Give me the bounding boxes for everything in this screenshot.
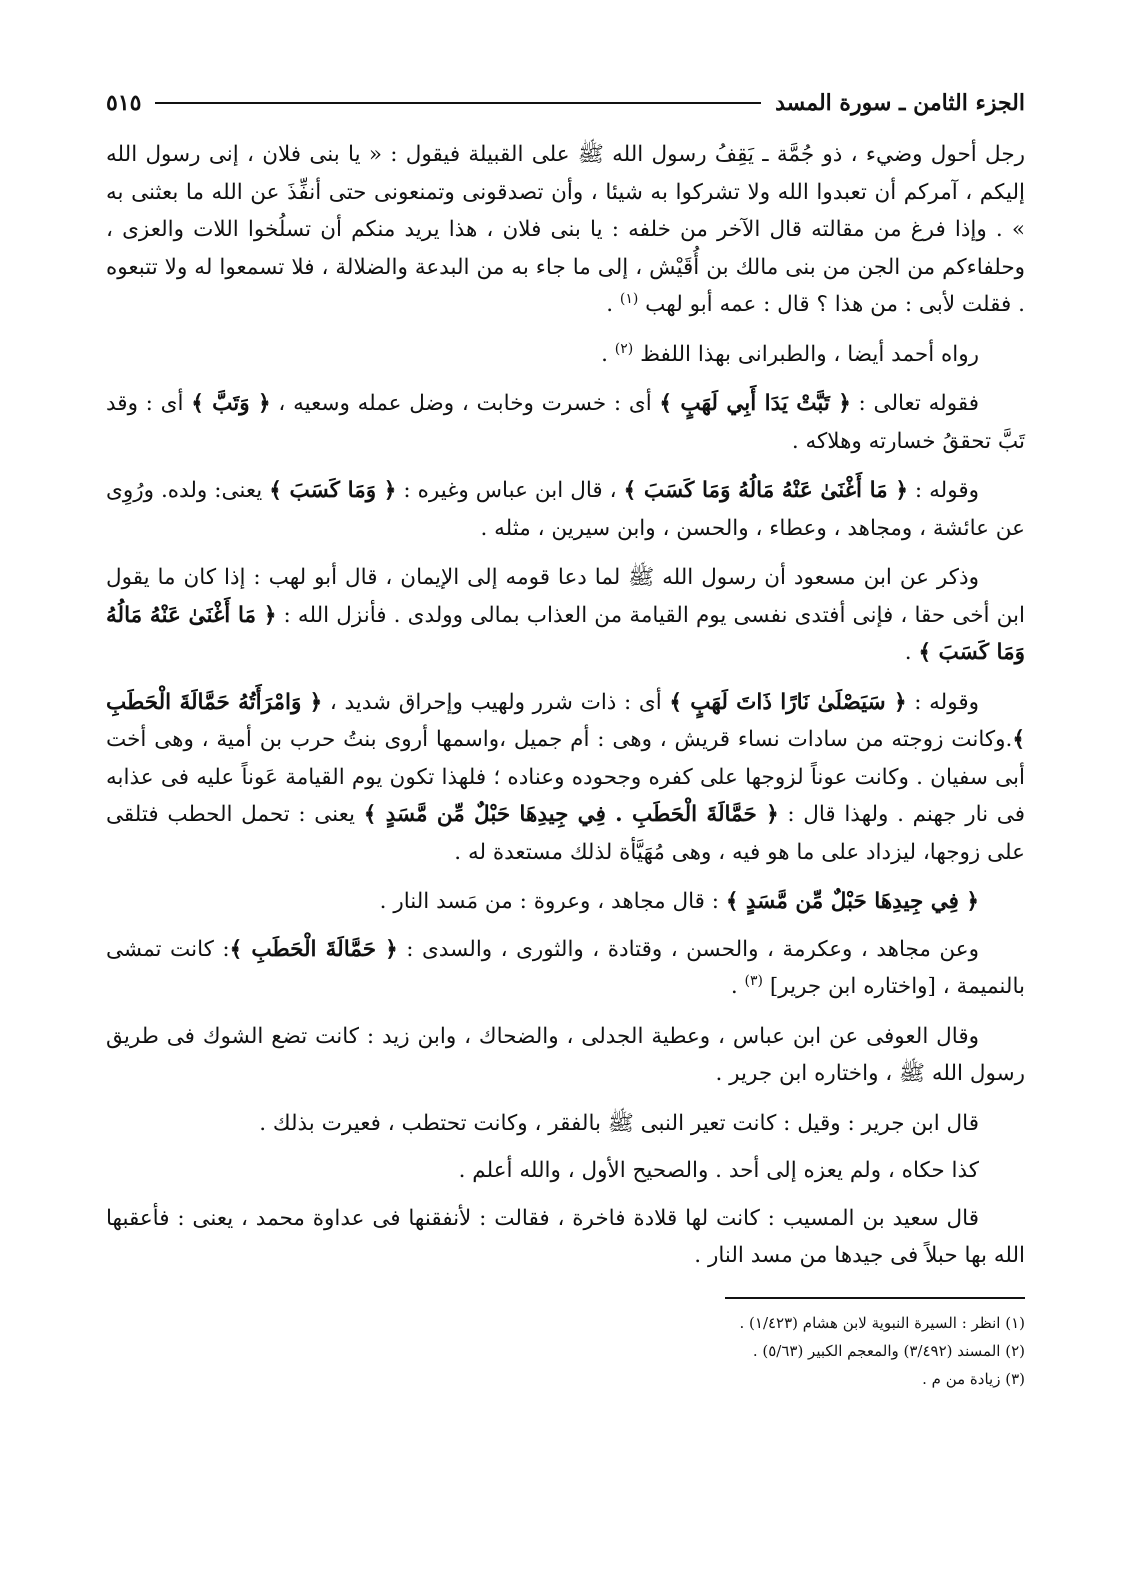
text-run: رواه أحمد أيضا ، والطبرانى بهذا اللفظ bbox=[633, 341, 979, 367]
paragraph bbox=[106, 931, 1025, 1006]
text-run: . bbox=[904, 640, 919, 665]
text-run: .وكانت زوجته من سادات نساء قريش ، وهى : أم جميل ،واسمها أروى بنتُ حرب بن أمية ، وهى أخت أبى سفيان . وكانت عوناً لزوجها على كفره وجحوده وعناده ؛ فلهذا تكون يوم القيامة عَوناً عليه فى عذابه فى نار جهنم . ولهذا قال : bbox=[106, 727, 1025, 827]
quran-verse: ﴿ سَيَصْلَىٰ نَارًا ذَاتَ لَهَبٍ ﴾ bbox=[669, 689, 907, 715]
text-run: أى : وقد تَبَّ تحققُ خسارته وهلاكه . bbox=[106, 391, 1025, 454]
text-run: ، قال ابن عباس وغيره : bbox=[396, 478, 624, 503]
quran-verse: ﴿ وَتَبَّ ﴾ bbox=[191, 391, 271, 416]
footnote-rule bbox=[725, 1297, 1025, 1299]
footnote: (١) انظر : السيرة النبوية لابن هشام (١/٤٢٣) . bbox=[739, 1313, 1025, 1332]
paragraph bbox=[106, 472, 1025, 547]
text-run: قال ابن جرير : وقيل : كانت تعير النبى ﷺ بالفقر ، وكانت تحتطب ، فعيرت بذلك . bbox=[259, 1110, 979, 1136]
footnote-ref: (٣) bbox=[744, 972, 763, 989]
text-run: : قال مجاهد ، وعروة : من مَسد النار . bbox=[379, 889, 726, 914]
header-title: الجزء الثامن ـ سورة المسد bbox=[775, 90, 1025, 116]
footnote: (٢) المسند (٣/٤٩٢) والمعجم الكبير (٥/٦٣) . bbox=[752, 1341, 1025, 1360]
quran-verse: ﴿ فِي جِيدِهَا حَبْلٌ مِّن مَّسَدٍ ﴾ bbox=[725, 889, 979, 914]
paragraph bbox=[106, 385, 1025, 460]
page-number: ٥١٥ bbox=[106, 90, 142, 116]
text-run: فقوله تعالى : bbox=[850, 391, 979, 416]
text-run: يعنى: ولده. ورُوِى عن عائشة ، ومجاهد ، وعطاء ، والحسن ، وابن سيرين ، مثله . bbox=[106, 478, 1025, 541]
quran-verse: ﴿ مَا أَغْنَىٰ عَنْهُ مَالُهُ وَمَا كَسَبَ ﴾ bbox=[623, 478, 908, 503]
text-run: أى : خسرت وخابت ، وضل عمله وسعيه ، bbox=[270, 391, 660, 416]
text-run: يعنى : تحمل الحطب فتلقى على زوجها، ليزداد على ما هو فيه ، وهى مُهَيَّأة لذلك مستعدة له . bbox=[106, 802, 1025, 865]
paragraph bbox=[106, 559, 1025, 672]
paragraph bbox=[106, 1105, 1025, 1143]
footnote-ref: (٢) bbox=[614, 340, 634, 357]
text-run: وعن مجاهد ، وعكرمة ، والحسن ، وقتادة ، والثورى ، والسدى : bbox=[397, 936, 979, 962]
text-run: كذا حكاه ، ولم يعزه إلى أحد . والصحيح الأول ، والله أعلم . bbox=[458, 1158, 979, 1183]
paragraph bbox=[106, 883, 1025, 921]
body-text bbox=[106, 136, 1025, 1275]
text-run: . bbox=[601, 341, 615, 367]
quran-verse: ﴿ وَمَا كَسَبَ ﴾ bbox=[269, 478, 397, 503]
running-header bbox=[106, 88, 1025, 118]
paragraph bbox=[106, 1018, 1025, 1093]
footnote-ref: (١) bbox=[619, 290, 639, 307]
footnote: (٣) زيادة من م . bbox=[922, 1369, 1025, 1388]
text-run: . bbox=[730, 974, 745, 999]
quran-verse: ﴿ وَامْرَأَتُهُ حَمَّالَةَ الْحَطَبِ ﴾ bbox=[106, 689, 1025, 752]
quran-verse: ﴿ تَبَّتْ يَدَا أَبِي لَهَبٍ ﴾ bbox=[659, 391, 851, 416]
paragraph bbox=[106, 1152, 1025, 1190]
footnotes bbox=[106, 1287, 1025, 1393]
paragraph bbox=[106, 1200, 1025, 1275]
paragraph bbox=[106, 136, 1025, 324]
text-run: : كانت تمشى بالنميمة ، [واختاره ابن جرير] bbox=[106, 936, 1025, 999]
quran-verse: ﴿ مَا أَغْنَىٰ عَنْهُ مَالُهُ وَمَا كَسَبَ ﴾ bbox=[106, 602, 1025, 665]
text-run: أى : ذات شرر ولهيب وإحراق شديد ، bbox=[322, 689, 670, 715]
text-run: وقوله : bbox=[907, 478, 979, 503]
text-run: وقال العوفى عن ابن عباس ، وعطية الجدلى ، والضحاك ، وابن زيد : كانت تضع الشوك فى طريق رسول الله ﷺ ، واختاره ابن جرير . bbox=[106, 1023, 1025, 1086]
header-rule bbox=[155, 102, 761, 104]
quran-verse: ﴿ حَمَّالَةَ الْحَطَبِ ﴾ bbox=[229, 936, 398, 962]
paragraph bbox=[106, 684, 1025, 872]
text-run: وقوله : bbox=[906, 689, 979, 715]
text-run: رجل أحول وضيء ، ذو جُمَّة ـ يَقِفُ رسول الله ﷺ على القبيلة فيقول : « يا بنى فلان ، إنى رسول الله إليكم ، آمركم أن تعبدوا الله ولا تشركوا به شيئا ، وأن تصدقونى وتمنعونى حتى أنفِّذَ عن الله ما بعثنى به » . وإذا فرغ من مقالته قال الآخر من خلفه : يا بنى فلان ، هذا يريد منكم أن تسلُخوا اللات والعزى ، وحلفاءكم من الجن من بنى مالك بن أُقَيْش ، إلى ما جاء به من البدعة والضلالة ، فلا تسمعوا له ولا تتبعوه . فقلت لأبى : من هذا ؟ قال : عمه أبو لهب bbox=[106, 142, 1025, 317]
paragraph bbox=[106, 336, 1025, 374]
text-run: . bbox=[606, 292, 620, 317]
text-run: وذكر عن ابن مسعود أن رسول الله ﷺ لما دعا قومه إلى الإيمان ، قال أبو لهب : إذا كان ما يقول ابن أخى حقا ، فإنى أفتدى نفسى يوم القيامة من العذاب بمالى وولدى . فأنزل الله : bbox=[106, 565, 1025, 628]
quran-verse: ﴿ حَمَّالَةَ الْحَطَبِ . فِي جِيدِهَا حَبْلٌ مِّن مَّسَدٍ ﴾ bbox=[363, 802, 779, 827]
text-run: قال سعيد بن المسيب : كانت لها قلادة فاخرة ، فقالت : لأنفقنها فى عداوة محمد ، يعنى : فأعقبها الله بها حبلاً فى جيدها من مسد النار . bbox=[106, 1205, 1025, 1268]
